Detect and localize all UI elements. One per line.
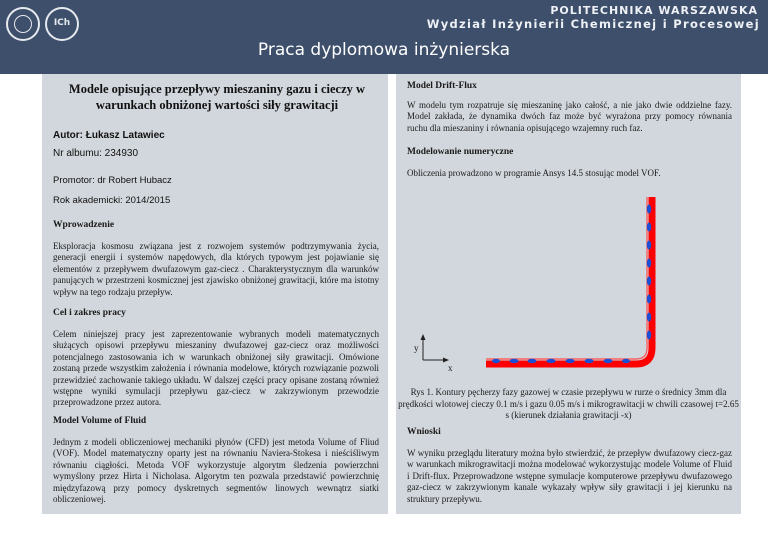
intro-text: Eksploracja kosmosu związana jest z rozwojem systemów podtrzymywania życia, generacji energii i systemów napędowych, dla których typowym jest pojawianie się elementów z przepływem dwufazowym gaz-ciecz . Charakterystycznym dla warunków panujących w przestrzeni kosmicznej jest zjawisko obniżonej grawitacji, które ma istotny wpływ na tego rodzaju przepływ.: [53, 241, 379, 297]
goal-heading: Cel i zakres pracy: [53, 308, 126, 318]
bubble: [647, 205, 651, 214]
numeric-heading: Modelowanie numeryczne: [407, 147, 514, 157]
promotor: Promotor: dr Robert Hubacz: [53, 175, 172, 186]
drift-text: W modelu tym rozpatruje się mieszaninę jako całość, a nie jako dwie oddzielne fazy. Model zakłada, że dynamika dwóch faz może być wyrażona przy pomocy równania ruchu dla mieszaniny i równania opisującego wzajemny ruch faz.: [407, 100, 732, 133]
pipe-figure: [396, 185, 741, 385]
album-number: Nr albumu: 234930: [53, 148, 139, 159]
academic-year: Rok akademicki: 2014/2015: [53, 195, 171, 206]
goal-text: Celem niniejszej pracy jest zaprezentowanie wybranych modeli matematycznych służących opisowi przepływu mieszaniny dwufazowej gaz-ciecz oraz możliwości potencjalnego zastosowania ich w warunkach obniżonej siły grawitacji. Omówione zostaną przede wszystkim założenia i równania modelowe, których rozwiązanie pozwoli przewidzieć zachowanie takiego układu. W dalszej części pracy opisane zostaną również wstępne wyniki symulacji przepływu gaz-ciecz w zakrzywionym przewodzie przeprowadzone przez autora.: [53, 329, 379, 408]
bubble: [492, 359, 500, 363]
bubble: [647, 331, 651, 340]
faculty-name: Wydział Inżynierii Chemicznej i Procesowej: [426, 17, 760, 31]
bubble: [566, 359, 575, 363]
bubble: [528, 359, 537, 363]
bubble: [647, 277, 651, 286]
thesis-title: Modele opisujące przepływy mieszaniny gazu i cieczy w warunkach obniżonej wartości siły grawitacji: [68, 82, 366, 112]
vof-text: Jednym z modeli obliczeniowej mechaniki płynów (CFD) jest metoda Volume of Fliud (VOF). Model matematyczny oparty jest na równaniu Naviera-Stokesa i nieściśliwym równaniu ciągłości. Metoda VOF wykorzystuje algorytm śledzenia powierzchni wymyślony przez Hirta i Nicholasa. Algorytm ten pozwala przedstawić powierzchnię międzyfazową przy pomocy dyskretnych segmentów linowych wewnątrz siatki obliczeniowej.: [53, 437, 379, 505]
axis-triad: [421, 334, 450, 363]
university-name: POLITECHNIKA WARSZAWSKA: [550, 4, 758, 17]
page-title: Praca dyplomowa inżynierska: [257, 40, 511, 60]
bubble: [647, 259, 651, 268]
bubble: [647, 295, 651, 304]
vof-heading: Model Volume of Fluid: [53, 416, 147, 426]
bubble: [647, 223, 651, 232]
drift-heading: Model Drift-Flux: [407, 81, 477, 91]
axis-x-label: x: [448, 363, 453, 373]
faculty-logo: ICh: [45, 7, 79, 41]
bubble: [547, 359, 556, 363]
numeric-text: Obliczenia prowadzono w programie Ansys 14.5 stosując model VOF.: [407, 168, 661, 178]
bubble: [604, 359, 613, 363]
bubble: [585, 359, 594, 363]
axis-y-label: y: [414, 343, 419, 353]
conclusions-heading: Wnioski: [407, 427, 441, 437]
pipe-wall: [486, 197, 652, 364]
intro-heading: Wprowadzenie: [53, 220, 115, 230]
university-logo: [6, 7, 40, 41]
header-bar: [0, 0, 768, 74]
conclusions-text: W wyniku przeglądu literatury można było stwierdzić, że przepływ dwufazowy ciecz-gaz w warunkach mikrograwitacji można modelować wykorzystując modele Volume of Fluid i Drift-flux. Przeprowadzone wstępne symulacje komputerowe przepływu dwufazowego gaz-ciecz w zakrzywionym kanale wykazały wpływ siły grawitacji i jej kierunku na struktury przepływu.: [407, 448, 732, 504]
bubble: [510, 359, 519, 363]
bubble: [647, 313, 651, 322]
author: Autor: Łukasz Latawiec: [53, 130, 165, 141]
bubble: [622, 359, 630, 363]
pipe-wall-inner: [486, 197, 647, 359]
bubble: [647, 241, 651, 250]
figure-caption: Rys 1. Kontury pęcherzy fazy gazowej w czasie przepływu w rurze o średnicy 3mm dla prędkości wlotowej cieczy 0.1 m/s i gazu 0.05 m/s i mikrograwitacji w chwili czasowej t=2.65 s (kierunek działania grawitacji -x): [398, 387, 739, 420]
gas-bubbles: [492, 205, 651, 364]
